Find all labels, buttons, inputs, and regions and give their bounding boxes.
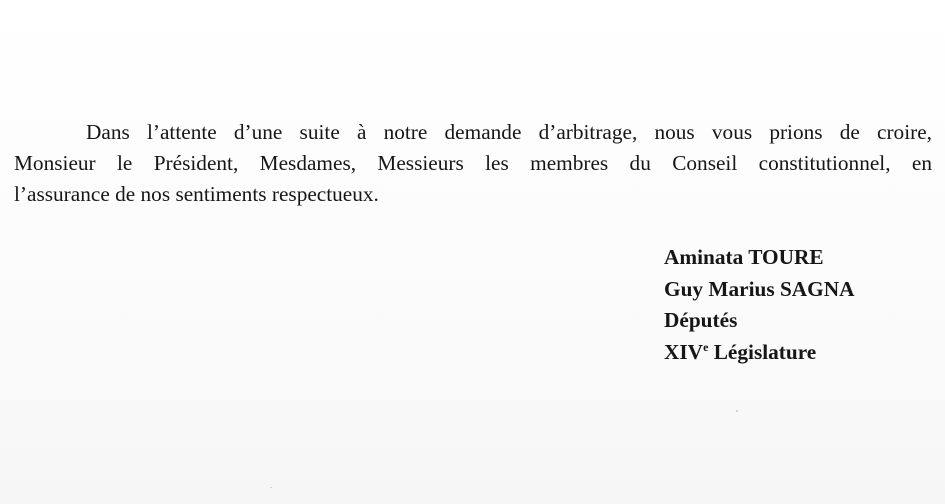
legislature-label: Législature	[708, 339, 817, 364]
legislature-line	[664, 337, 855, 369]
legislature-numeral: XIV	[664, 339, 704, 364]
signatory-name-1: Aminata TOURE	[664, 245, 824, 269]
closing-line-3: l’assurance de nos sentiments respectueux.	[14, 182, 379, 206]
signature-block	[664, 242, 855, 368]
paper-speck	[270, 487, 272, 488]
closing-paragraph	[14, 117, 932, 210]
paper-speck	[736, 410, 738, 412]
legislature-superscript: e	[703, 339, 709, 354]
signatory-name-2: Guy Marius SAGNA	[664, 276, 855, 301]
signatory-role: Députés	[664, 308, 738, 332]
closing-line-1: Dans l’attente d’une suite à notre demande d’arbitrage, nous vous prions de croire,	[86, 120, 932, 144]
closing-line-2: Monsieur le Président, Mesdames, Messieurs les membres du Conseil constitutionnel, en	[14, 151, 932, 175]
